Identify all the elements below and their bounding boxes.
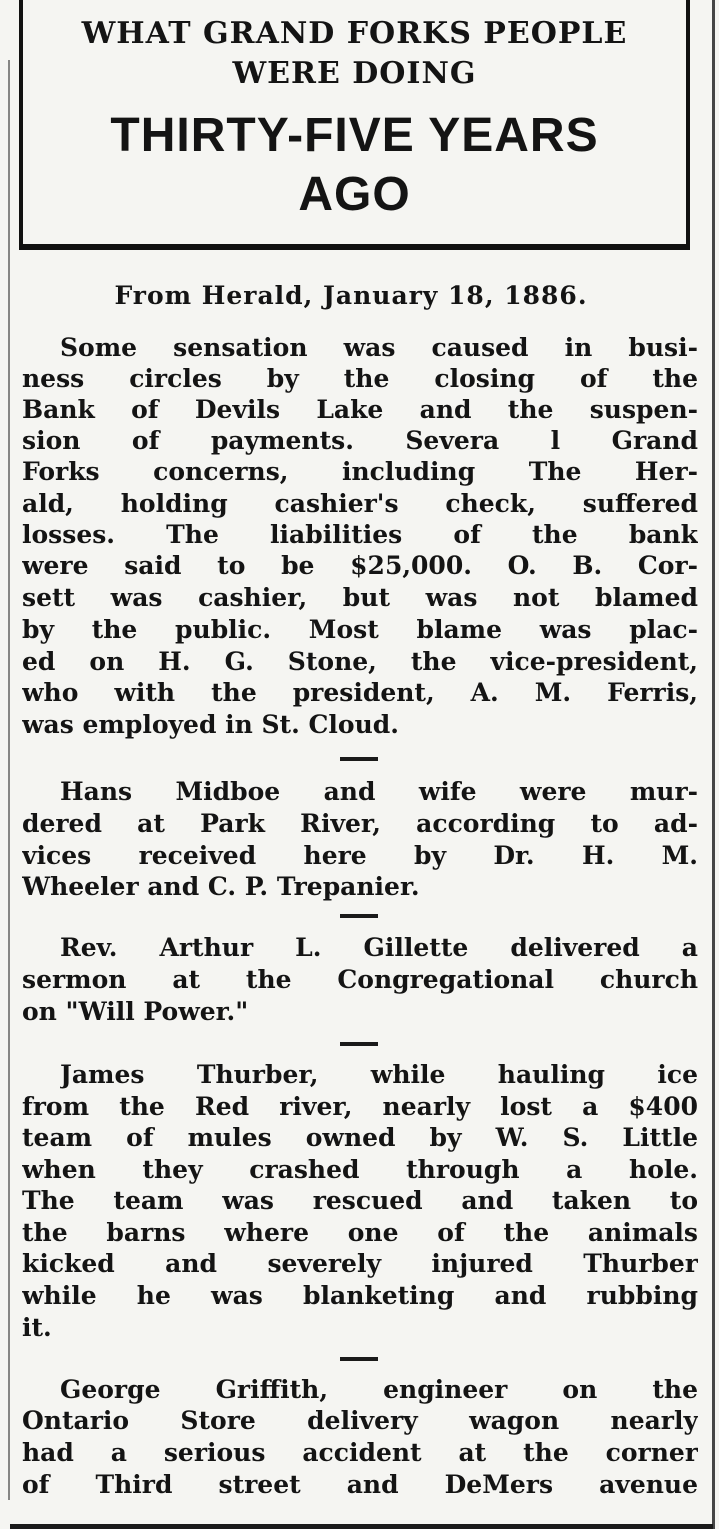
article-line: dered at Park River, according to ad-	[22, 809, 698, 838]
article-line: Hans Midboe and wife were mur-	[60, 777, 698, 806]
article-line: by the public. Most blame was plac-	[22, 615, 698, 644]
dateline: From Herald, January 18, 1886.	[114, 281, 588, 310]
article-line: ald, holding cashier's check, suffered	[22, 489, 698, 518]
article-line: losses. The liabilities of the bank	[22, 520, 698, 549]
separator-dash	[340, 914, 378, 918]
article-line: ness circles by the closing of the	[22, 364, 698, 393]
separator-dash	[340, 1042, 378, 1046]
article-line: from the Red river, nearly lost a $400	[22, 1092, 698, 1121]
article-line: sett was cashier, but was not blamed	[22, 583, 698, 612]
article-line: George Griffith, engineer on the	[60, 1375, 698, 1404]
article-line: had a serious accident at the corner	[22, 1438, 698, 1467]
article-line: sion of payments. Severa l Grand	[22, 426, 698, 455]
article-line: it.	[22, 1313, 52, 1342]
article-line: the barns where one of the animals	[22, 1218, 698, 1247]
article-line: Some sensation was caused in busi-	[60, 333, 698, 362]
headline-box	[19, 0, 690, 250]
headline-title-line-2: AGO	[298, 168, 411, 221]
article-line: while he was blanketing and rubbing	[22, 1281, 698, 1310]
article-line: Ontario Store delivery wagon nearly	[22, 1406, 698, 1435]
article-line: The team was rescued and taken to	[22, 1186, 698, 1215]
headline-kicker-line-2: WERE DOING	[232, 56, 477, 91]
article-line: team of mules owned by W. S. Little	[22, 1123, 698, 1152]
bottom-rule	[10, 1524, 713, 1529]
article-line: ed on H. G. Stone, the vice-president,	[22, 647, 698, 676]
headline-title-line-1: THIRTY-FIVE YEARS	[110, 109, 599, 162]
article-line: sermon at the Congregational church	[22, 965, 698, 994]
article-line: were said to be $25,000. O. B. Cor-	[22, 551, 698, 580]
article-line: James Thurber, while hauling ice	[60, 1060, 698, 1089]
headline-kicker-line-1: WHAT GRAND FORKS PEOPLE	[81, 16, 628, 51]
article-line: Forks concerns, including The Her-	[22, 457, 698, 486]
column-rule-right	[712, 0, 715, 1529]
separator-dash	[340, 757, 378, 761]
article-line: kicked and severely injured Thurber	[22, 1249, 698, 1278]
separator-dash	[340, 1357, 378, 1361]
article-line: Bank of Devils Lake and the suspen-	[22, 395, 698, 424]
article-line: on "Will Power."	[22, 997, 249, 1026]
column-rule-left	[8, 60, 10, 1500]
article-line: of Third street and DeMers avenue	[22, 1470, 698, 1499]
article-line: who with the president, A. M. Ferris,	[22, 678, 698, 707]
article-line: Rev. Arthur L. Gillette delivered a	[60, 933, 698, 962]
article-line: was employed in St. Cloud.	[22, 710, 399, 739]
article-line: vices received here by Dr. H. M.	[22, 841, 698, 870]
article-line: Wheeler and C. P. Trepanier.	[22, 872, 420, 901]
article-line: when they crashed through a hole.	[22, 1155, 698, 1184]
